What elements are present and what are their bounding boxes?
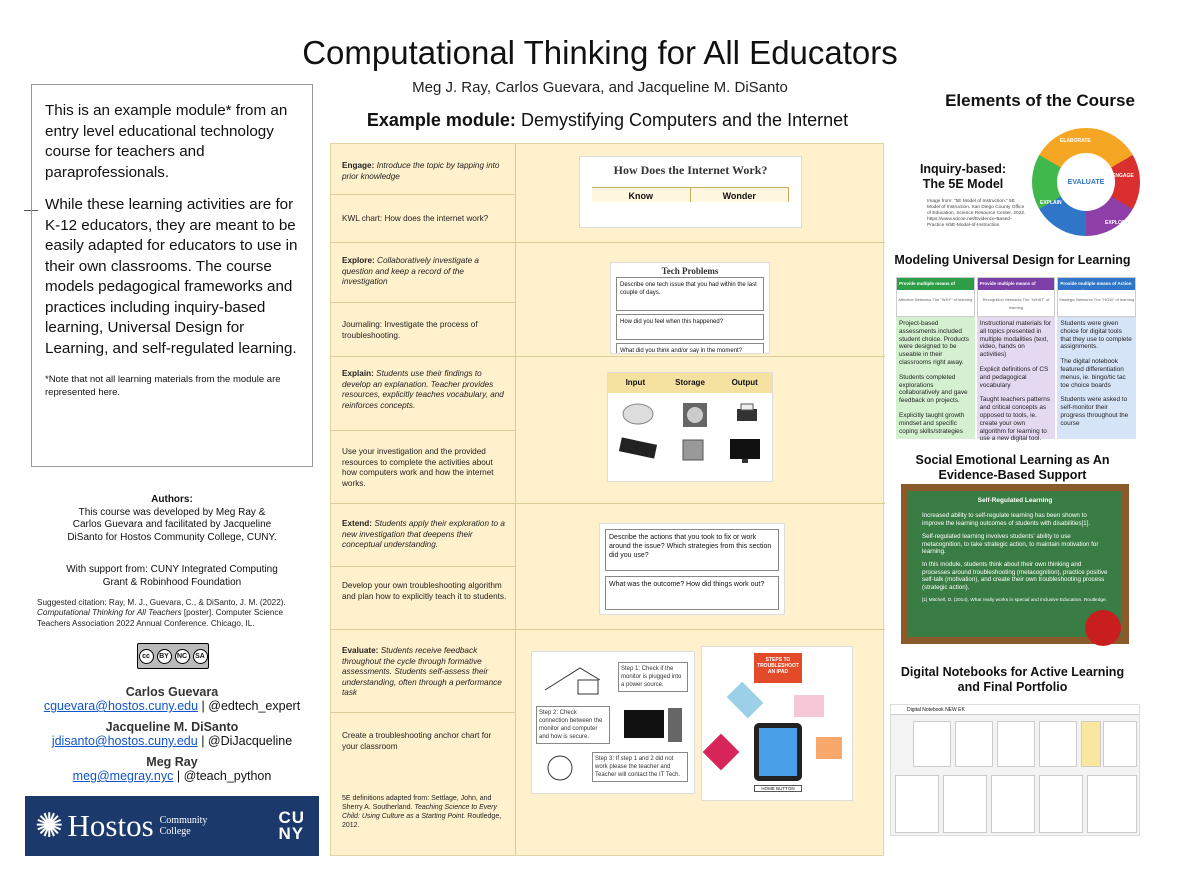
module-label: Example module:: [366, 110, 516, 130]
notebook-page: [955, 721, 993, 767]
cell-divider: [331, 712, 515, 713]
stage-label: Explain:: [342, 369, 374, 378]
notebook-page: [895, 775, 939, 833]
udl-point: Students were asked to self-monitor their progress throughout the course: [1060, 396, 1129, 427]
keyboard-icon: [618, 437, 658, 459]
anchor-step: Step 2: Check connection between the monitor and computer and how is secure.: [536, 706, 610, 744]
notebook-page: [997, 721, 1035, 767]
contact-name: Meg Ray: [146, 755, 198, 769]
row-divider: [331, 242, 885, 243]
cell-divider: [331, 430, 515, 431]
stage-desc: Introduce the topic by tapping into prior knowledge: [342, 161, 500, 181]
udl-body: [896, 317, 975, 439]
contact-name: Carlos Guevara: [125, 685, 219, 699]
kwl-col-know: Know: [592, 188, 691, 202]
5e-label-elaborate: ELABORATE: [1060, 138, 1091, 144]
poster-title: Computational Thinking for All Educators: [302, 34, 898, 71]
evaluate-desc: [342, 646, 507, 699]
column-divider: [515, 144, 516, 855]
citation-post: [poster]. Computer Science Teachers Association 2022 Annual Conference. Chicago, IL.: [37, 608, 284, 628]
intro-note: *Note that not all learning materials from the module are represented here.: [45, 374, 281, 398]
reflection-box: Describe the actions that you took to fix or work around the issue? Which strategies from this section did you use?: [605, 529, 779, 571]
poster-authors: Meg J. Ray, Carlos Guevara, and Jacqueline M. DiSanto: [412, 79, 788, 96]
udl-header: [977, 277, 1056, 317]
cell-divider: [331, 194, 515, 195]
udl-band: Provide multiple means of Engagement: [897, 278, 974, 290]
devices-col-output: Output: [731, 378, 758, 387]
notebook-page: [1039, 721, 1077, 767]
notebook-page: [1081, 721, 1101, 767]
notebook-page: [1087, 775, 1137, 833]
source-title: Teaching Science to Every Child: Using Culture as a Starting Point.: [342, 804, 498, 820]
sa-icon: SA: [193, 649, 208, 664]
stage-desc: Collaboratively investigate a question and keep a record of the investigation: [342, 256, 479, 286]
journal-box: Describe one tech issue that you had within the last couple of days.: [616, 277, 764, 311]
stage-desc: Students apply their exploration to a new investigation that deepens their conceptual understanding.: [342, 519, 505, 549]
chalkboard-title: Self-Regulated Learning: [977, 497, 1053, 504]
module-table: [330, 143, 884, 856]
stage-label: Evaluate:: [342, 646, 379, 655]
udl-point: Explicit definitions of CS and pedagogical vocabulary: [979, 365, 1049, 389]
device-row: [608, 429, 772, 465]
devices-header: [608, 373, 772, 393]
cuny-logo: [278, 810, 305, 842]
by-icon: BY: [157, 649, 172, 664]
contact-ray: [31, 755, 313, 783]
udl-sub: Strategic Networks The "HOW" of learning: [1059, 297, 1135, 302]
notebook-page: [913, 721, 951, 767]
udl-band: Provide multiple means of Representation: [978, 278, 1055, 290]
kwl-table: [592, 187, 789, 227]
authors-line: Carlos Guevara and facilitated by Jacqueline: [72, 519, 272, 530]
udl-column-engagement: [896, 277, 975, 439]
engage-activity: KWL chart: How does the internet work?: [342, 214, 489, 223]
udl-point: Instructional materials for all topics presented in multiple modalities (text, video, hands on activities): [979, 320, 1052, 359]
extend-activity: Develop your own troubleshooting algorithm and plan how to explicitly teach it to students.: [342, 581, 507, 601]
udl-sub: Recognition Networks The "WHAT" of learning: [982, 297, 1050, 310]
chalkboard-text: Increased ability to self-regulate learning has been shown to improve the learning outcomes of students with disabilities[1].: [922, 512, 1091, 527]
journal-box: How did you feel when this happened?: [616, 314, 764, 340]
udl-point: The digital notebook featured differentiation menus, ie. bingo/tic tac toe choice boards: [1060, 358, 1126, 389]
notebook-page: [1103, 721, 1137, 767]
device-row: [608, 393, 772, 429]
udl-sub: Affective Networks The "WHY" of learning: [898, 297, 973, 302]
chalkboard-text: Self-regulated learning involves students' ability to use metacognition, to take strategic action, to maintain motivation for learning.: [922, 533, 1099, 556]
intro-paragraph-1: This is an example module* from an entry level educational technology course for teachers and paraprofessionals.: [45, 102, 288, 181]
cuny-line-2: NY: [278, 824, 305, 843]
evaluate-activity: Create a troubleshooting anchor chart for your classroom: [342, 731, 492, 751]
authors-block: [31, 494, 313, 589]
contact-email-link[interactable]: jdisanto@hostos.cuny.edu: [51, 734, 198, 748]
support-line: Grant & Robinhood Foundation: [102, 576, 242, 588]
udl-point: Students were given choice for digital tools that they use to complete assignments.: [1060, 320, 1132, 351]
hostos-logo-banner: [25, 796, 319, 856]
notebooks-title: [880, 665, 1145, 695]
5e-label-engage: ENGAGE: [1112, 173, 1134, 179]
explain-activity: Use your investigation and the provided resources to complete the activities about how computers work and how the internet works.: [342, 447, 494, 488]
5e-label-explain: EXPLAIN: [1040, 200, 1062, 206]
nc-icon: NC: [175, 649, 190, 664]
anchor-step: Step 3: If step 1 and 2 did not work please the teacher and Teacher will contact the IT Tech.: [592, 752, 688, 782]
udl-grid: [896, 277, 1136, 443]
logo-subtitle: [160, 815, 208, 837]
udl-header: [1057, 277, 1136, 317]
source-pre: 5E definitions adapted from: Settlage, John, and Sherry A. Southerland.: [342, 795, 492, 811]
ipad-anchor-chart: [701, 646, 853, 801]
printer-icon: [734, 401, 760, 425]
chalkboard-text: In this module, students think about their own thinking and processes around troubleshooting (metacognition), practice positive self-talk (motivation), and create their own troubleshooting process (strategic action).: [922, 561, 1108, 591]
devices-col-input: Input: [625, 378, 646, 387]
notebooks-title-line: and Final Portfolio: [957, 680, 1068, 694]
udl-column-representation: [977, 277, 1056, 443]
plug-drawing-icon: [540, 660, 610, 700]
udl-band: Provide multiple means of Action & Expression: [1058, 278, 1135, 290]
flow-home-button: HOME BUTTON: [754, 785, 802, 792]
contact-name: Jacqueline M. DiSanto: [105, 720, 239, 734]
udl-point: Explicitly taught growth mindset and specific coping skills/strategies: [899, 411, 965, 435]
logo-sub-2: College: [159, 826, 191, 837]
kwl-title: How Does the Internet Work?: [613, 163, 768, 177]
chalkboard-reference: [1] Mitchell, D. (2014). What really works in special and inclusive Education. Routledge.: [922, 598, 1108, 604]
explore-activity: Journaling: Investigate the process of troubleshooting.: [342, 320, 478, 340]
sel-title-line: Evidence-Based Support: [938, 468, 1087, 482]
sel-title: [880, 453, 1145, 483]
authors-line: DiSanto for Hostos Community College, CUNY.: [67, 531, 277, 543]
5e-center: EVALUATE: [1057, 153, 1115, 211]
sun-emblem-icon: ✺: [35, 807, 64, 845]
udl-body: [977, 317, 1056, 443]
udl-point: Project-based assessments included student choice. Products were designed to be useable in their classrooms right away.: [899, 320, 969, 366]
monitor-icon: [728, 437, 762, 465]
apple-icon: [1085, 610, 1121, 646]
computer-drawing-icon: [620, 704, 690, 746]
devices-col-storage: Storage: [675, 378, 705, 387]
cell-divider: [331, 302, 515, 303]
contact-handle: | @teach_python: [176, 769, 272, 783]
notebooks-title-line: Digital Notebooks for Active Learning: [900, 665, 1125, 679]
inquiry-title: [903, 162, 1023, 192]
contact-email-link[interactable]: cguevara@hostos.cuny.edu: [43, 699, 199, 713]
kwl-chart-worksheet: [579, 156, 802, 228]
digital-notebook-screenshot: [890, 704, 1140, 836]
devices-worksheet: [607, 372, 773, 482]
cc-license-badge[interactable]: [137, 643, 209, 669]
intro-box: [31, 84, 313, 467]
source-post: Routledge, 2012.: [342, 813, 502, 829]
cuny-line-1: CU: [278, 808, 305, 827]
definitions-source: [342, 794, 507, 830]
mouse-icon: [620, 401, 656, 427]
troubleshooting-worksheet: [599, 523, 785, 615]
logo-name: Hostos: [67, 808, 154, 843]
ipad-screen: [759, 728, 797, 776]
citation-title: Computational Thinking for All Teachers: [37, 608, 182, 618]
5e-label-explore: EXPLORE: [1105, 220, 1129, 226]
udl-title: Modeling Universal Design for Learning: [894, 253, 1131, 267]
flow-diamond: [727, 682, 764, 719]
inquiry-title-line: Inquiry-based:: [919, 162, 1007, 176]
contact-guevara: [31, 685, 313, 713]
cc-icon: cc: [139, 649, 154, 664]
intro-paragraph-2: While these learning activities are for K-12 educators, they are meant to be easily adapted for educators to use in their own classrooms. The course models pedagogical frameworks and practices including inquiry-based learning, Universal Design for Learning, and self-regulated learning.: [45, 196, 298, 357]
contact-handle: | @edtech_expert: [201, 699, 301, 713]
stage-desc: Students receive feedback throughout the cycle through formative assessments. Students self-assess their understanding, often through a performance task: [342, 646, 502, 697]
udl-point: Taught teachers patterns and critical concepts as opposed to tools, ie. create your own algorithm for learning to use a new digital tool.: [979, 396, 1051, 443]
row-divider: [331, 629, 885, 630]
stage-label: Extend:: [342, 519, 373, 528]
teacher-drawing-icon: [540, 752, 580, 788]
udl-body: [1057, 317, 1136, 439]
module-title: Demystifying Computers and the Internet: [520, 110, 849, 130]
reflection-box: What was the outcome? How did things work out?: [605, 576, 779, 610]
flow-box: [794, 695, 824, 717]
flowchart-title: STEPS TO TROUBLESHOOT AN IPAD: [754, 653, 802, 683]
udl-header: [896, 277, 975, 317]
monitor-anchor-chart: [531, 651, 695, 794]
support-line: With support from: CUNY Integrated Computing: [66, 564, 278, 575]
contact-email-link[interactable]: meg@megray.nyc: [72, 769, 174, 783]
row-divider: [331, 503, 885, 504]
stage-label: Explore:: [342, 256, 375, 265]
udl-column-action: [1057, 277, 1136, 439]
tech-problems-worksheet: [610, 262, 770, 354]
elements-heading: Elements of the Course: [945, 91, 1135, 110]
inquiry-title-line: The 5E Model: [922, 177, 1004, 191]
stage-desc: Students use their findings to develop an explanation. Teacher provides resources, explicitly teaches vocabulary, and reinforces concepts.: [342, 369, 504, 410]
udl-point: Students completed explorations collaboratively and gave feedback on projects.: [899, 373, 968, 405]
engage-desc: [342, 161, 507, 182]
citation-pre: Suggested citation: Ray, M. J., Guevara, C., & DiSanto, J. M. (2022).: [37, 598, 286, 607]
explore-desc: [342, 256, 507, 288]
hard-drive-icon: [680, 401, 710, 429]
notebook-page: [943, 775, 987, 833]
suggested-citation: [37, 598, 309, 629]
inquiry-image-credit: Image from: "5E Model of Instruction." 5E Model of Instruction. San Diego County Office of Education, Science Resource Center, 2022. https://www.sdcoe.net/Evidence-Based-Practice s/5E-Model-of-Instruction.: [927, 199, 1026, 228]
explain-desc: [342, 369, 507, 411]
notebook-toolbar: Digital Notebook NEW EK: [891, 705, 1139, 715]
notebook-page: [991, 775, 1035, 833]
anchor-step: Step 1: Check if the monitor is plugged into a power source.: [618, 662, 688, 692]
ipad-drawing: [754, 723, 802, 781]
flow-diamond: [703, 734, 740, 771]
logo-sub-1: Community: [159, 815, 208, 826]
tech-problems-title: Tech Problems: [661, 266, 719, 276]
extend-desc: [342, 519, 507, 551]
cpu-chip-icon: [678, 437, 708, 463]
row-divider: [331, 356, 885, 357]
flow-box: [816, 737, 842, 759]
sel-title-line: Social Emotional Learning as An: [915, 453, 1110, 467]
cell-divider: [331, 566, 515, 567]
stage-label: Engage:: [342, 161, 375, 170]
kwl-col-wonder: Wonder: [691, 188, 790, 202]
notebook-page: [1039, 775, 1083, 833]
authors-heading: Authors:: [151, 494, 193, 505]
authors-line: This course was developed by Meg Ray &: [78, 506, 266, 518]
module-heading: [320, 110, 895, 131]
contact-disanto: [31, 720, 313, 748]
contact-handle: | @DiJacqueline: [201, 734, 293, 748]
journal-box: What did you think and/or say in the moment?: [616, 343, 764, 354]
